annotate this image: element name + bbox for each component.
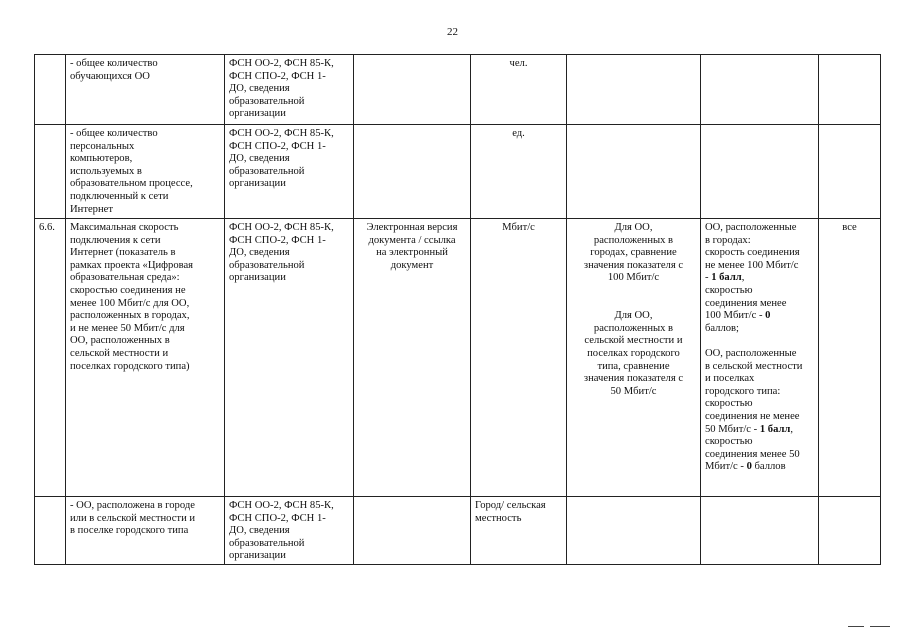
scoring-text: , скоростью соединения менее 50 Мбит/с - — [705, 423, 800, 473]
source-cell: ФСН ОО-2, ФСН 85-К, ФСН СПО-2, ФСН 1- ДО, сведения образовательной организации — [225, 219, 354, 497]
indicator-cell: - общее количество персональных компьютеров, используемых в образовательном процессе, подключенный к сети Интернет — [66, 125, 225, 219]
table-row — [35, 125, 881, 219]
scoring-text: , скоростью соединения менее 100 Мбит/с - — [705, 272, 787, 322]
score-value: 1 балл — [711, 272, 742, 284]
source-cell: ФСН ОО-2, ФСН 85-К, ФСН СПО-2, ФСН 1- ДО, сведения образовательной организации — [225, 55, 354, 125]
unit-cell: чел. — [471, 55, 567, 125]
footer-divider — [870, 626, 890, 627]
indicators-table — [34, 54, 881, 565]
applies-cell — [819, 497, 881, 565]
calculation-cell: Для ОО, расположенных в городах, сравнение значения показателя с 100 Мбит/с Для ОО, расположенных в сельской местности и поселках городского типа, сравнение значения показателя с 50 Мбит/с — [567, 219, 701, 497]
source-cell: ФСН ОО-2, ФСН 85-К, ФСН СПО-2, ФСН 1- ДО, сведения образовательной организации — [225, 125, 354, 219]
scoring-text: ОО, расположенные в городах: скорость соединения не менее 100 Мбит/с - — [705, 222, 800, 284]
scoring-cell — [701, 497, 819, 565]
indicator-cell: Максимальная скорость подключения к сети Интернет (показатель в рамках проекта «Цифровая образовательная среда»: скоростью соединения не менее 100 Мбит/с для ОО, расположенных в городах, и не менее 50 Мбит/с для ОО, расположенных в сельской местности и поселках городского типа) — [66, 219, 225, 497]
calculation-cell — [567, 125, 701, 219]
confirmation-cell — [354, 55, 471, 125]
indicator-cell: - ОО, расположена в городе или в сельской местности и в поселке городского типа — [66, 497, 225, 565]
unit-cell: ед. — [471, 125, 567, 219]
score-value: 0 — [765, 310, 771, 322]
applies-cell — [819, 125, 881, 219]
confirmation-cell: Электронная версия документа / ссылка на электронный документ — [354, 219, 471, 497]
confirmation-cell — [354, 125, 471, 219]
scoring-text: баллов — [751, 461, 786, 473]
scoring-cell — [701, 219, 819, 497]
table-row — [35, 497, 881, 565]
source-cell: ФСН ОО-2, ФСН 85-К, ФСН СПО-2, ФСН 1- ДО, сведения образовательной организации — [225, 497, 354, 565]
row-number-cell: 6.6. — [35, 219, 66, 497]
row-number-cell — [35, 497, 66, 565]
score-value: 1 балл — [759, 423, 791, 435]
row-number-cell — [35, 125, 66, 219]
page-number: 22 — [447, 26, 458, 38]
calculation-cell — [567, 497, 701, 565]
confirmation-cell — [354, 497, 471, 565]
applies-cell — [819, 55, 881, 125]
score-value: 0 — [746, 461, 752, 473]
scoring-cell — [701, 55, 819, 125]
table-row — [35, 219, 881, 497]
scoring-cell — [701, 125, 819, 219]
calculation-cell — [567, 55, 701, 125]
footer-divider — [848, 626, 864, 627]
scoring-text: баллов; ОО, расположенные в сельской местности и поселках городского типа: скоростью соединения не менее 50 Мбит/с - — [705, 322, 803, 435]
table-row — [35, 55, 881, 125]
unit-cell: Город/ сельская местность — [471, 497, 567, 565]
row-number-cell — [35, 55, 66, 125]
unit-cell: Мбит/с — [471, 219, 567, 497]
applies-cell: все — [819, 219, 881, 497]
indicator-cell: - общее количество обучающихся ОО — [66, 55, 225, 125]
